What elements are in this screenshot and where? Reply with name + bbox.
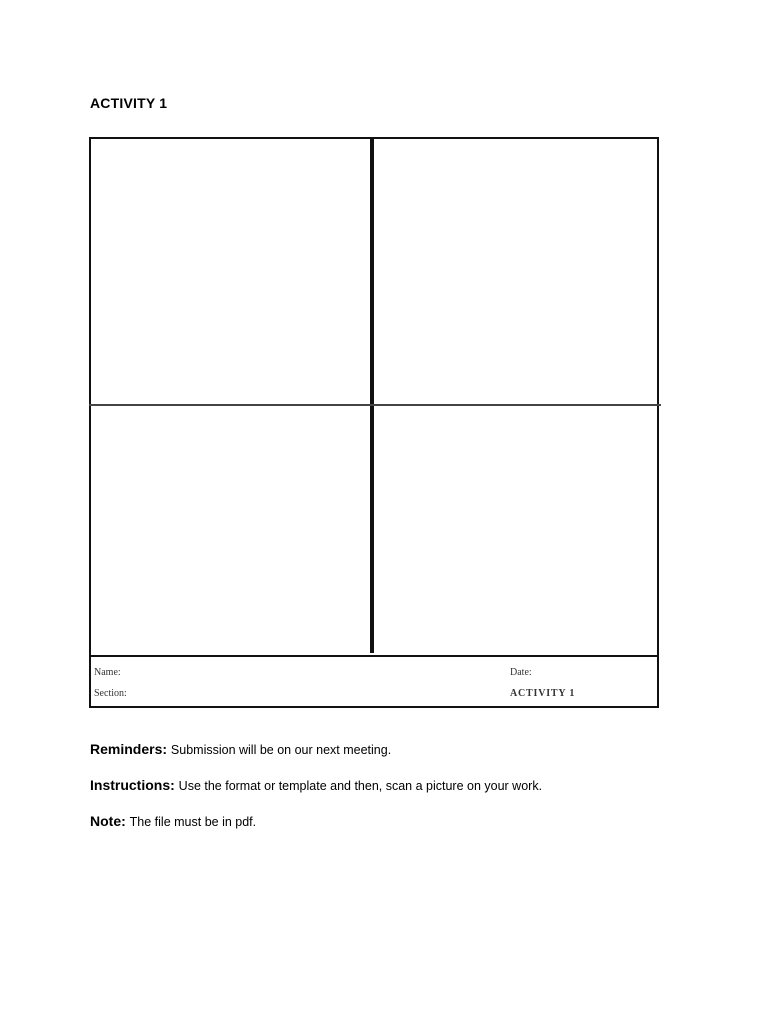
grid-cell-top-left (89, 137, 370, 404)
notes-section (90, 740, 710, 848)
note-text: The file must be in pdf. (129, 815, 257, 829)
reminders-line (90, 740, 710, 759)
instructions-text: Use the format or template and then, scan a picture on your work. (178, 779, 543, 793)
grid-vertical-divider (370, 137, 374, 653)
template-activity-label: ACTIVITY 1 (510, 688, 576, 699)
section-label: Section: (94, 688, 127, 699)
instructions-label: Instructions: (90, 777, 179, 793)
note-line (90, 812, 710, 831)
grid-horizontal-divider (89, 404, 661, 406)
date-label: Date: (510, 667, 532, 678)
instructions-line (90, 776, 710, 795)
template-footer (89, 655, 659, 708)
reminders-text: Submission will be on our next meeting. (170, 743, 392, 757)
grid-cell-bottom-left (89, 406, 370, 653)
note-label: Note: (90, 813, 130, 829)
activity-heading: ACTIVITY 1 (90, 95, 168, 111)
name-label: Name: (94, 667, 121, 678)
reminders-label: Reminders: (90, 741, 171, 757)
grid-cell-top-right (374, 137, 655, 404)
activity-template (89, 137, 659, 707)
grid-cell-bottom-right (374, 406, 655, 653)
